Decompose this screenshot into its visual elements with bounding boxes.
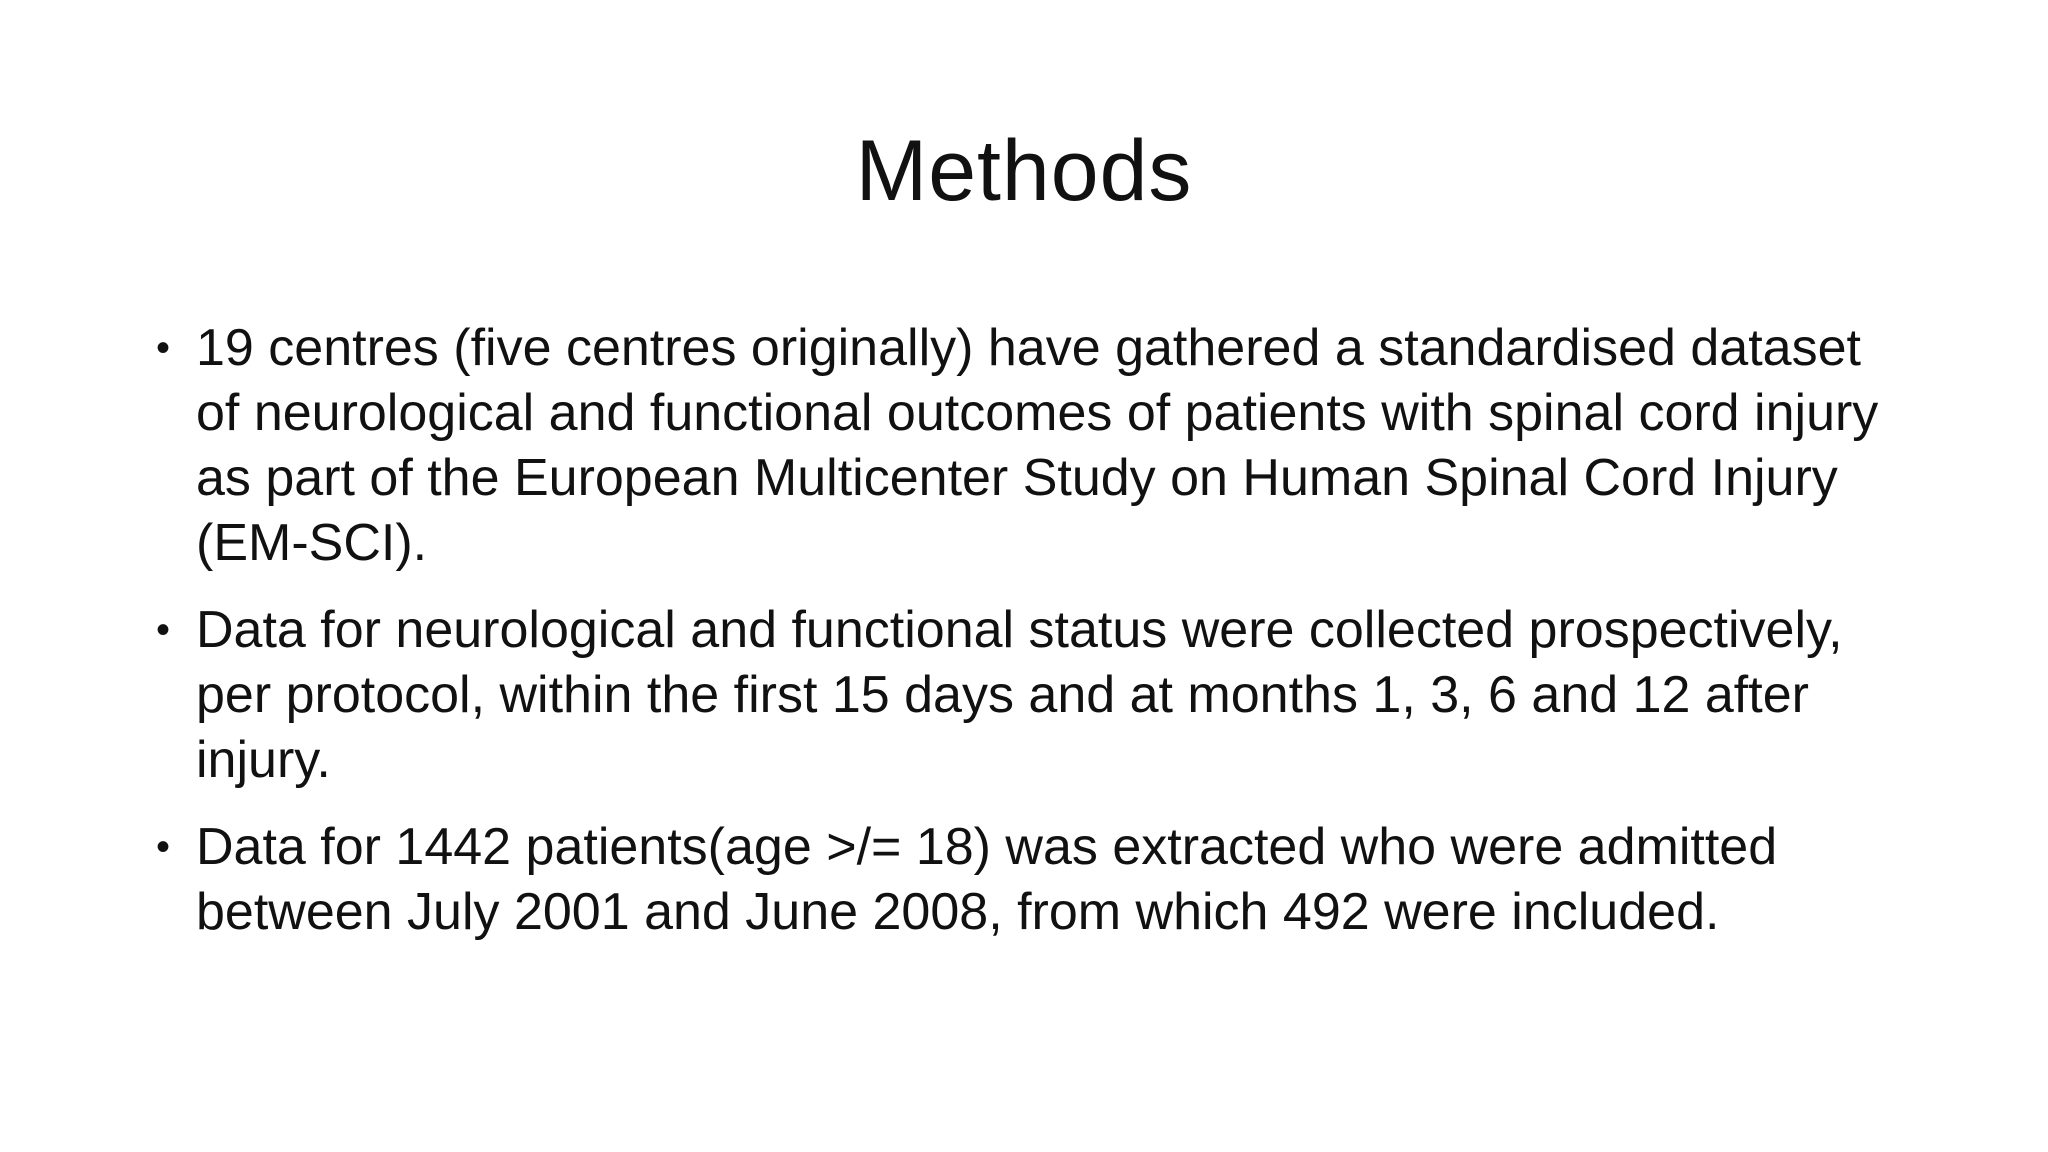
slide-title: Methods (855, 123, 1193, 219)
bullet-dot-icon: • (156, 825, 171, 869)
bullet-item-2 (150, 598, 1910, 793)
bullet-text-2: Data for neurological and functional status were collected prospectively, per protocol, within the first 15 days and at months 1, 3, 6 and 12 after injury. (196, 601, 1843, 789)
bullet-text-3: Data for 1442 patients(age >/= 18) was extracted who were admitted between July 2001 and June 2008, from which 492 were included. (196, 818, 1778, 941)
bullet-dot-icon: • (156, 326, 171, 370)
bullet-item-1 (150, 316, 1910, 576)
bullet-dot-icon: • (156, 608, 171, 652)
bullet-list (150, 316, 1910, 967)
bullet-item-3 (150, 815, 1910, 945)
bullet-text-1: 19 centres (five centres originally) have gathered a standardised dataset of neurological and functional outcomes of patients with spinal cord injury as part of the European Multicenter Study on Human Spinal Cord Injury (EM-SCI). (196, 319, 1879, 572)
